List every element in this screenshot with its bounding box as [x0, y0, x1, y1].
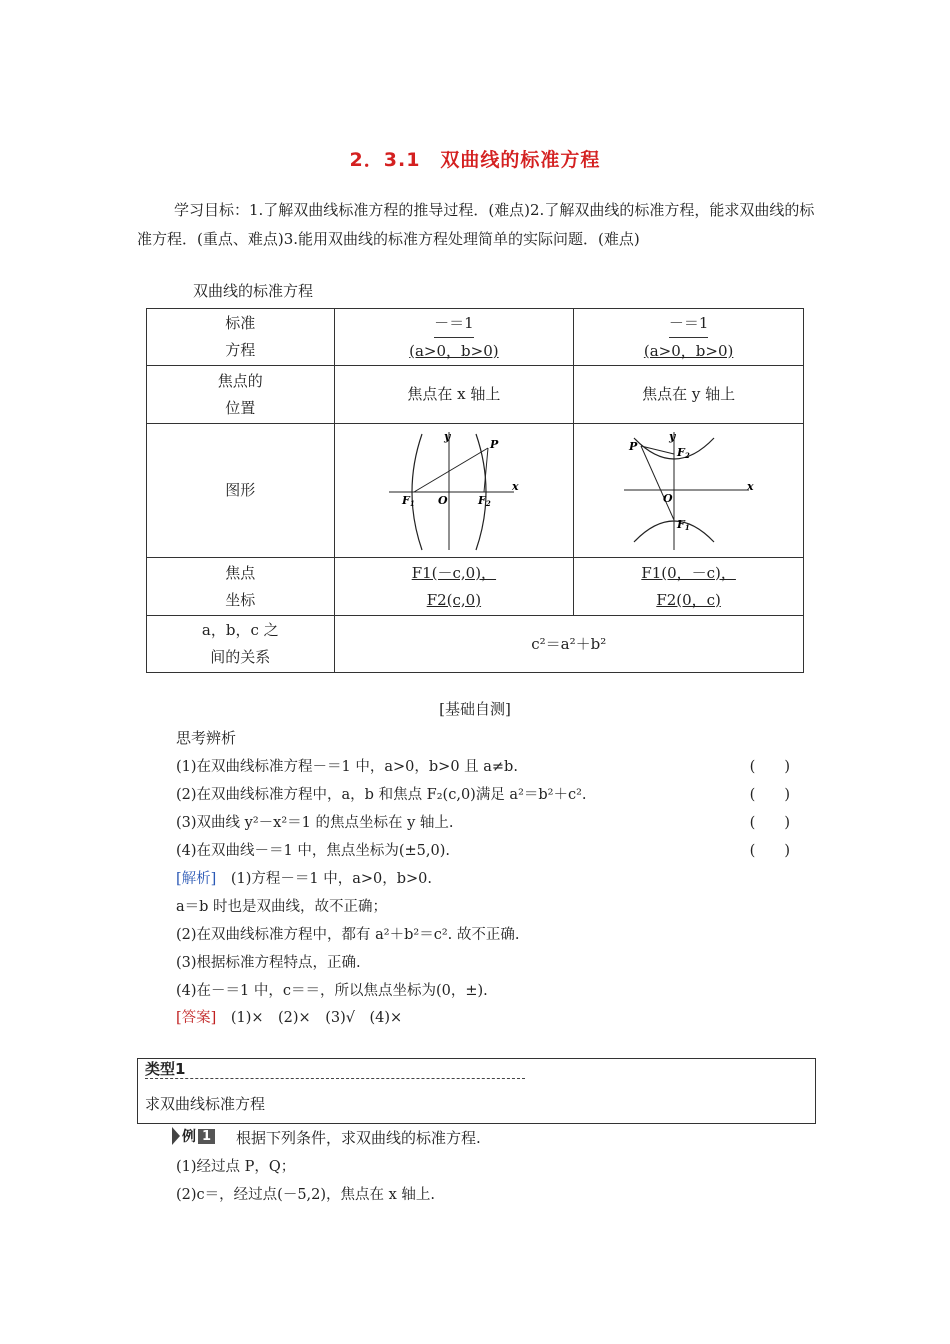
list-item: (2)c＝，经过点(－5,2)，焦点在 x 轴上. — [176, 1187, 436, 1203]
list-item: (1)经过点 P，Q； — [176, 1159, 296, 1175]
learning-goals: 学习目标：1.了解双曲线标准方程的推导过程．(难点)2.了解双曲线的标准方程，能求双曲线的标准方程．(重点、难点)3.能用双曲线的标准方程处理简单的实际问题．(难点) — [137, 201, 815, 248]
table-row — [147, 558, 804, 616]
equation-y-focus: －＝1 (a>0，b>0) — [574, 309, 804, 366]
analysis-tag: [解析] — [176, 871, 217, 887]
focus-f2-label: F2 — [477, 493, 491, 508]
answer-blank: ( ) — [749, 787, 790, 803]
row-label: 焦点 坐标 — [147, 558, 335, 616]
equation-x-focus: －＝1 (a>0，b>0) — [334, 309, 574, 366]
table-row — [147, 309, 804, 366]
analysis-line: a＝b 时也是双曲线，故不正确； — [176, 899, 388, 915]
abc-relation: c²＝a²＋b² — [334, 616, 803, 673]
table-row — [147, 616, 804, 673]
type-title: 求双曲线标准方程 — [145, 1095, 266, 1113]
page-title: 2．3.1 双曲线的标准方程 — [349, 149, 601, 171]
divider — [145, 1078, 525, 1079]
answer-blank: ( ) — [749, 759, 790, 775]
type-box — [137, 1058, 816, 1124]
row-label: 焦点的 位置 — [147, 366, 335, 424]
focus-f1-label: F1 — [401, 493, 415, 508]
answer-tag: [答案] — [176, 1010, 217, 1026]
think-heading: 思考辨析 — [176, 729, 237, 747]
row-label: 标准 方程 — [147, 309, 335, 366]
analysis-line: (2)在双曲线标准方程中，都有 a²＋b²＝c². 故不正确. — [176, 927, 520, 943]
standard-equation-table — [146, 308, 804, 673]
figure-cell — [334, 424, 574, 558]
example-text: 根据下列条件，求双曲线的标准方程. — [236, 1129, 481, 1147]
hyperbola-y-figure — [619, 428, 759, 554]
analysis-line: (3)根据标准方程特点，正确. — [176, 955, 361, 971]
origin-label: O — [662, 491, 673, 505]
focus-position-y: 焦点在 y 轴上 — [574, 366, 804, 424]
row-label: a，b，c 之 间的关系 — [147, 616, 335, 673]
hyperbola-x-figure — [384, 428, 524, 554]
figure-cell — [574, 424, 804, 558]
example-badge — [172, 1126, 215, 1146]
answer-line: [答案] (1)× (2)× (3)√ (4)× — [176, 1010, 403, 1026]
focus-position-x: 焦点在 x 轴上 — [334, 366, 574, 424]
answer-blank: ( ) — [749, 843, 790, 859]
focus-f2-label: F2 — [676, 445, 690, 460]
table-row — [147, 366, 804, 424]
origin-label: O — [437, 493, 448, 507]
divider — [525, 1058, 815, 1059]
point-p-label: P — [489, 437, 499, 451]
example-number: 1 — [198, 1129, 215, 1144]
example-label: 例 — [182, 1129, 196, 1145]
list-item: (4)在双曲线－＝1 中，焦点坐标为(±5,0). ( ) — [176, 839, 790, 860]
y-axis-label: y — [443, 429, 451, 443]
point-p-label: P — [628, 439, 637, 453]
focus-coords-y: F1(0，－c)， F2(0，c) — [574, 558, 804, 616]
x-axis-label: x — [746, 479, 754, 493]
arrow-icon — [172, 1127, 180, 1145]
list-item: (1)在双曲线标准方程－＝1 中，a>0，b>0 且 a≠b. ( ) — [176, 755, 790, 776]
focus-coords-x: F1(－c,0)， F2(c,0) — [334, 558, 574, 616]
table-row — [147, 424, 804, 558]
list-item: (3)双曲线 y²－x²＝1 的焦点坐标在 y 轴上. ( ) — [176, 811, 790, 832]
table-caption: 双曲线的标准方程 — [193, 282, 314, 300]
analysis-line: [解析] (1)方程－＝1 中，a>0，b>0. — [176, 871, 432, 887]
row-label: 图形 — [147, 424, 335, 558]
answer-blank: ( ) — [749, 815, 790, 831]
list-item: (2)在双曲线标准方程中，a，b 和焦点 F₂(c,0)满足 a²＝b²＋c². ( ) — [176, 783, 790, 804]
focus-f1-label: F1 — [676, 517, 690, 532]
analysis-line: (4)在－＝1 中，c＝＝，所以焦点坐标为(0，±). — [176, 983, 488, 999]
x-axis-label: x — [511, 479, 519, 493]
self-test-heading: [基础自测] — [439, 700, 511, 718]
type-label: 类型1 — [145, 1060, 186, 1078]
y-axis-label: y — [668, 429, 676, 443]
